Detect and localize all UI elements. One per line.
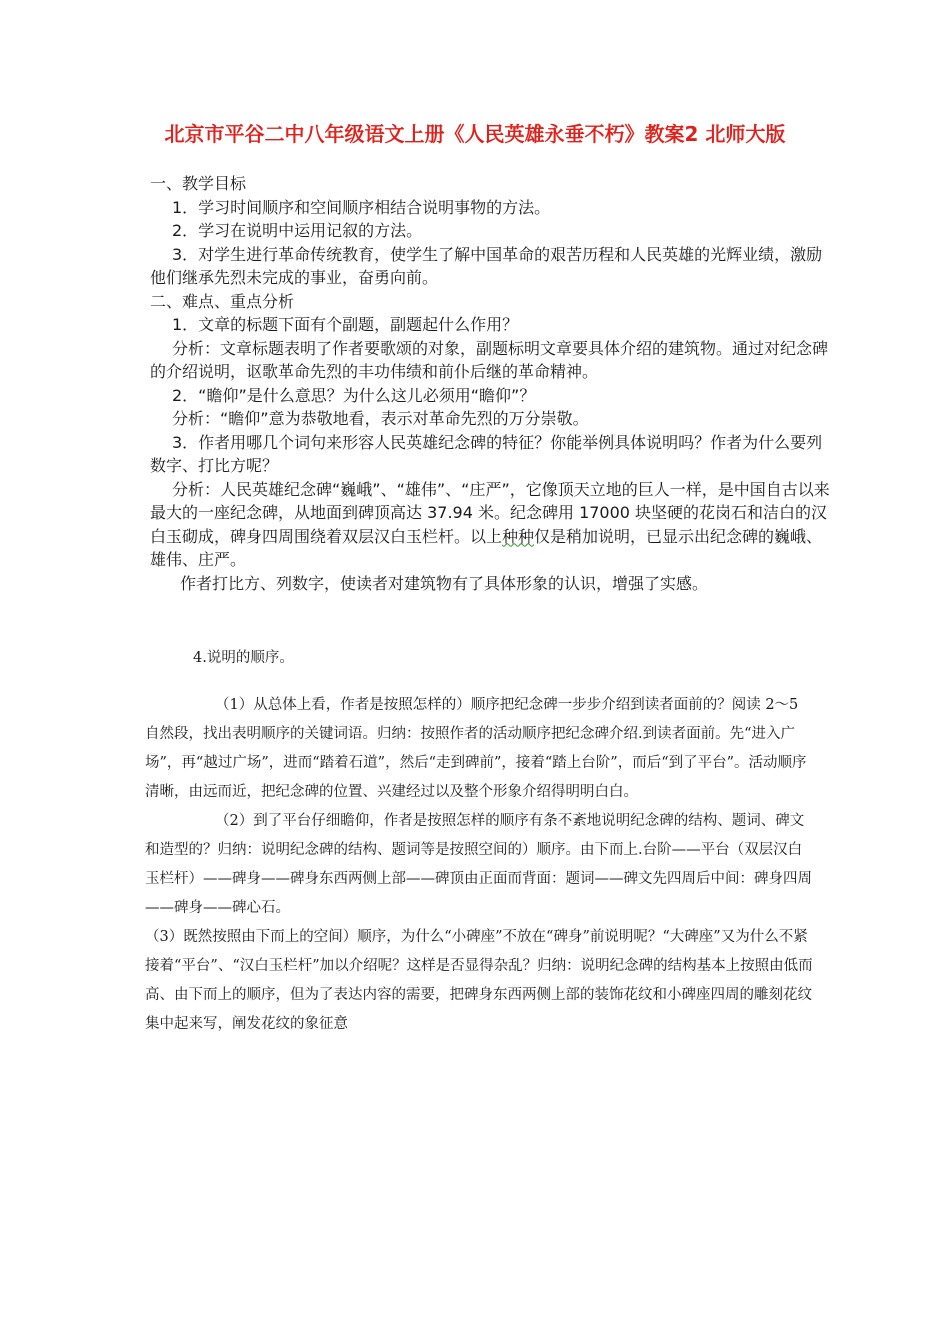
question-2: 2．“瞻仰”是什么意思？为什么这儿必须用“瞻仰”？ xyxy=(172,385,536,405)
order-paragraph-3: （3）既然按照由下而上的空间）顺序，为什么“小碑座”不放在“碑身”前说明呢？“大碑座”又为什么不紧接着“平台”、“汉白玉栏杆”加以介绍呢？这样是否显得杂乱？归纳：说明纪念碑的结构基本上按照由低而高、由下而上的顺序，但为了表达内容的需要，把碑身东西两侧上部的装饰花纹和小碑座四周的雕刻花纹集中起来写，阐发花纹的象征意 xyxy=(145,929,813,1032)
goal-1: 1．学习时间顺序和空间顺序相结合说明事物的方法。 xyxy=(172,197,551,217)
spellcheck-underline-word: 种种 xyxy=(502,526,535,546)
part-one xyxy=(150,172,830,595)
answer-2: 分析：“瞻仰”意为恭敬地看，表示对革命先烈的万分崇敬。 xyxy=(172,409,589,428)
answer-3-extra: 作者打比方、列数字，使读者对建筑物有了具体形象的认识，增强了实感。 xyxy=(180,573,709,593)
heading-goals: 一、教学目标 xyxy=(150,174,247,193)
answer-3 xyxy=(150,478,830,572)
question-1: 1．文章的标题下面有个副题，副题起什么作用？ xyxy=(172,315,519,334)
heading-analysis: 二、难点、重点分析 xyxy=(150,291,295,311)
order-paragraph-1: （1）从总体上看，作者是按照怎样的）顺序把纪念碑一步步介绍到读者面前的？阅读 2～5 自然段，找出表明顺序的关键词语。归纳：按照作者的活动顺序把纪念碑介绍.到读者面前。先“进入广场”，再“越过广场”，进而“踏着石道”，然后“走到碑前”，接着“踏上台阶”，而后“到了平台”。活动顺序清晰，由远而近，把纪念碑的位置、兴建经过以及整个形象介绍得明明白白。 xyxy=(145,697,807,800)
document-title: 北京市平谷二中八年级语文上册《人民英雄永垂不朽》教案2 北师大版 xyxy=(164,122,786,146)
answer-1: 分析：文章标题表明了作者要歌颂的对象，副题标明文章要具体介绍的建筑物。通过对纪念碑的介绍说明，讴歌革命先烈的丰功伟绩和前仆后继的革命精神。 xyxy=(150,338,829,381)
answer-3-tail: 仅是稍加说明，已显示出纪念碑的巍峨、雄伟、庄严。 xyxy=(150,526,823,569)
goal-2: 2．学习在说明中运用记叙的方法。 xyxy=(172,221,423,240)
question-4: 4.说明的顺序。 xyxy=(193,650,294,666)
part-two xyxy=(145,644,815,1039)
question-3: 3．作者用哪几个词句来形容人民英雄纪念碑的特征？你能举例具体说明吗？作者为什么要列数字、打比方呢？ xyxy=(150,432,823,475)
order-paragraph-2: （2）到了平台仔细瞻仰，作者是按照怎样的顺序有条不紊地说明纪念碑的结构、题词、碑文和造型的？归纳：说明纪念碑的结构、题词等是按照空间的）顺序。由下而上.台阶——平台（双层汉白玉栏杆）——碑身——碑身东西两侧上部——碑顶由正面而背面：题词——碑文先四周后中间：碑身四周——碑身——碑心石。 xyxy=(145,813,812,916)
answer-3-lead: 分析：人民英雄纪念碑“巍峨”、“雄伟”、“庄严”，它像顶天立地的巨人一样，是中国自古以来最大的一座纪念碑，从地面到碑顶高达 37.94 米。纪念碑用 17000 块坚硬的花岗石和洁白的汉白玉砌成，碑身四周围绕着双层汉白玉栏杆。以上 xyxy=(150,479,830,546)
goal-3: 3．对学生进行革命传统教育，使学生了解中国革命的艰苦历程和人民英雄的光辉业绩，激励他们继承先烈未完成的事业，奋勇向前。 xyxy=(150,244,823,287)
